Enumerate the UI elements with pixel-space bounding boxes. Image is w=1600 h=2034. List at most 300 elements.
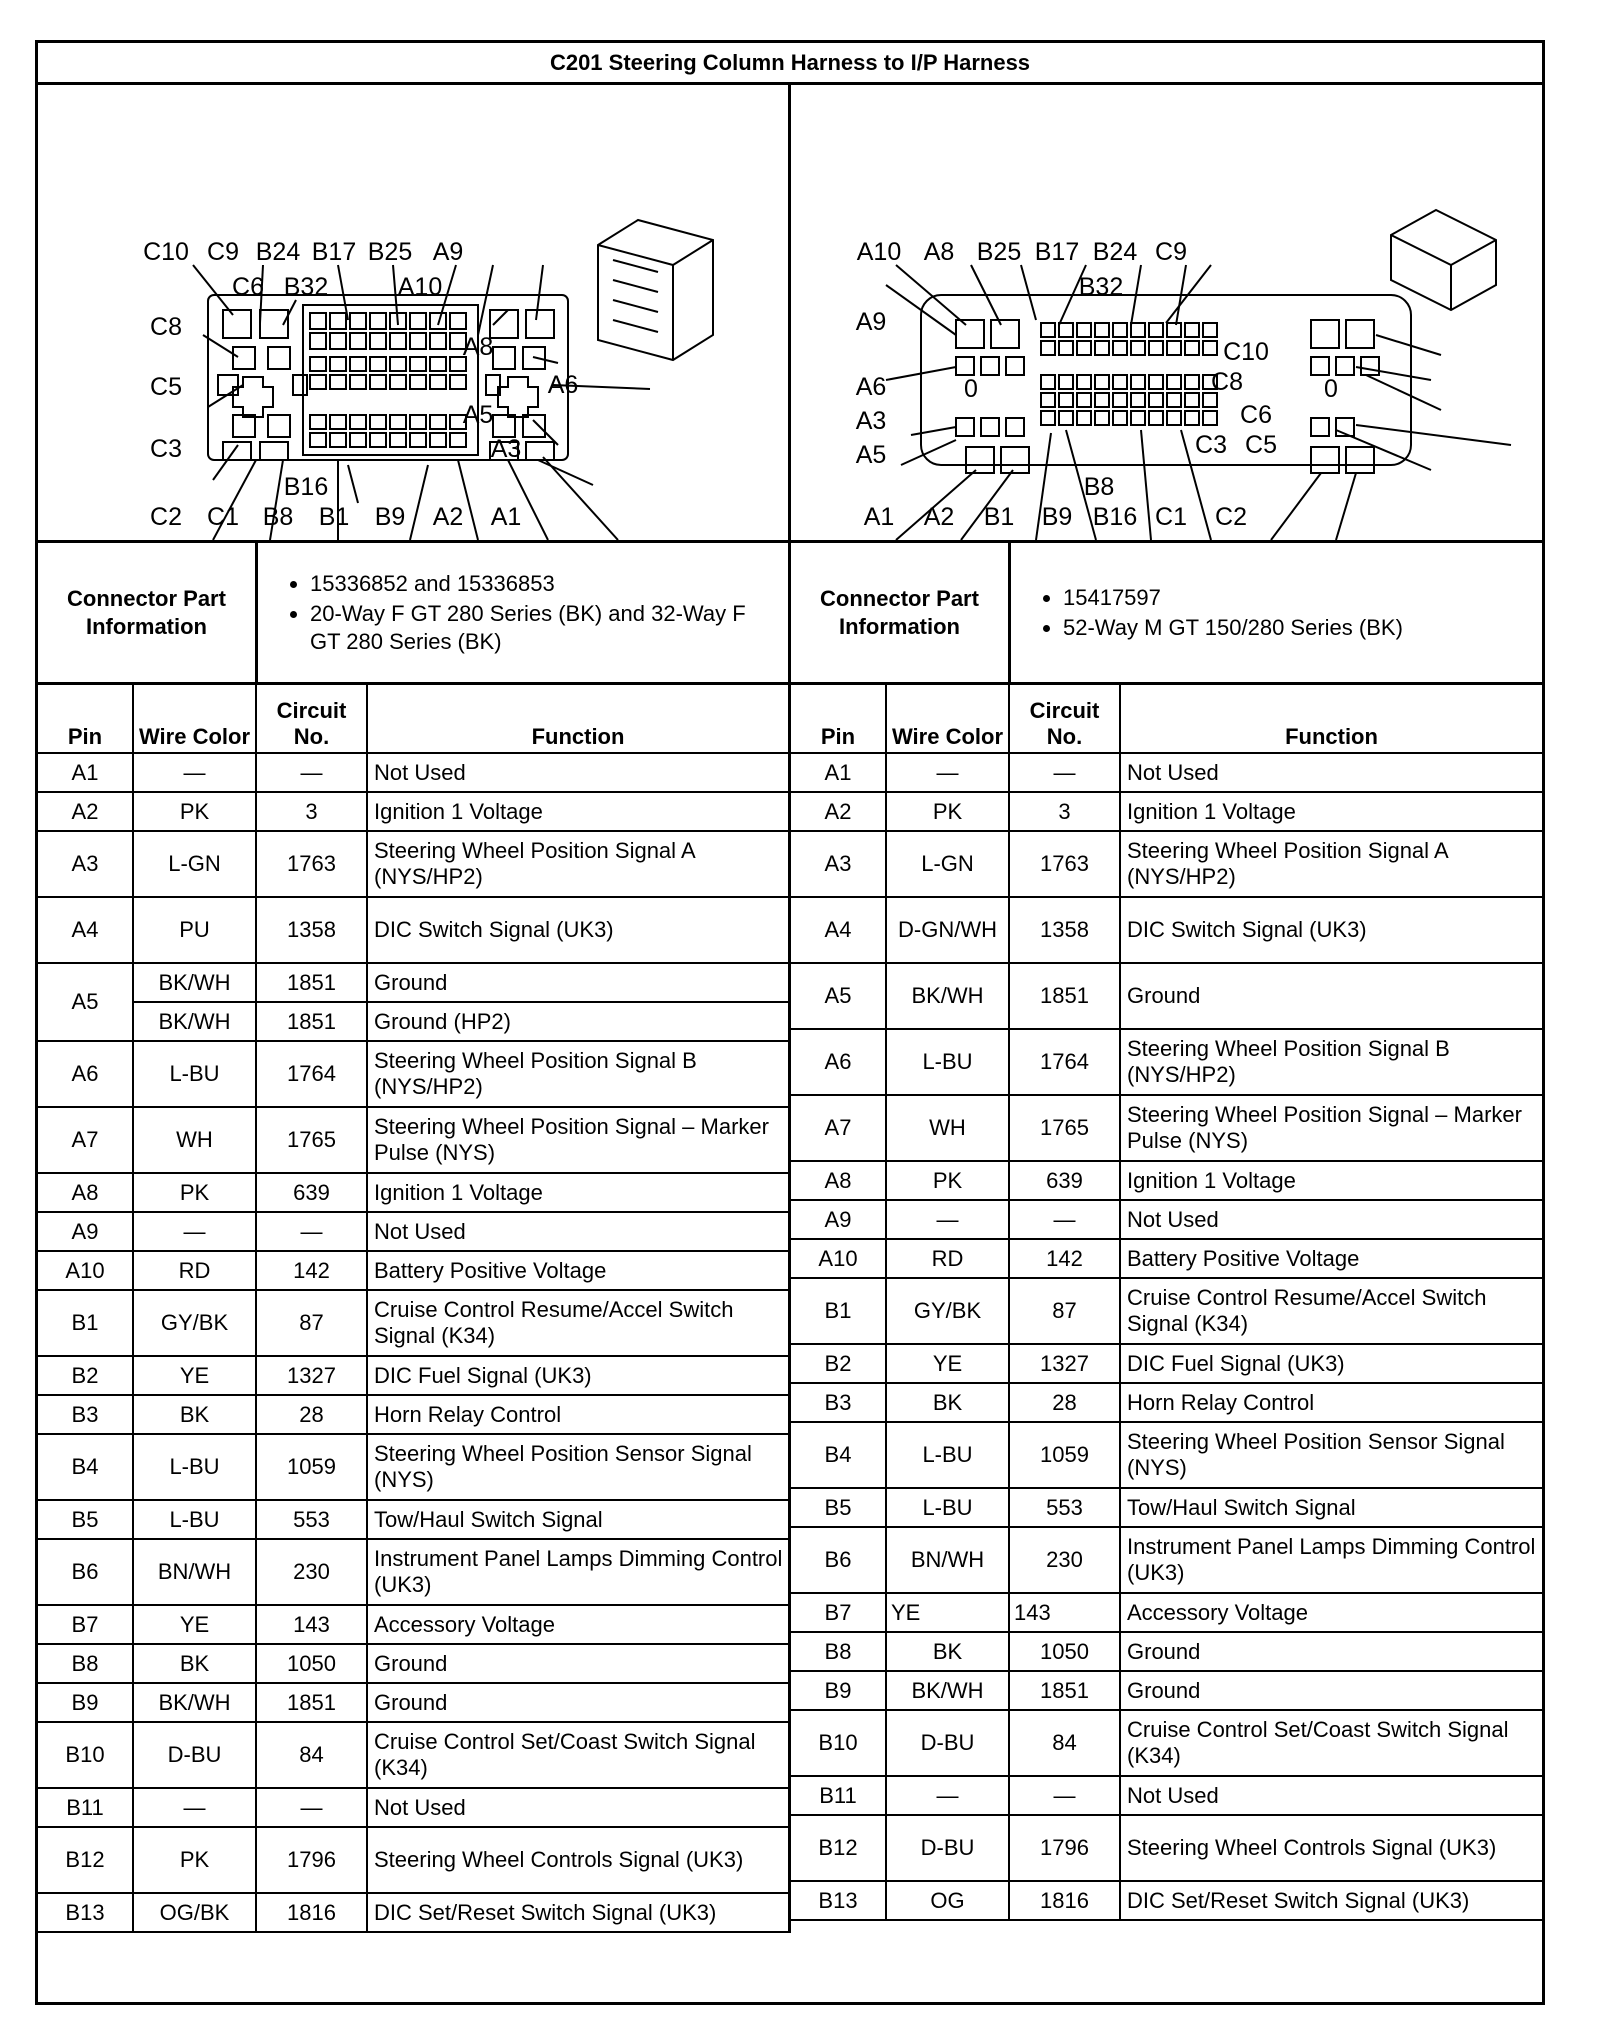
pin-cell: B3 bbox=[791, 1383, 886, 1422]
function-cell: DIC Set/Reset Switch Signal (UK3) bbox=[1120, 1881, 1542, 1920]
header-function: Function bbox=[367, 683, 790, 753]
pin-callout: B17 bbox=[311, 238, 357, 266]
function-cell: Not Used bbox=[1120, 753, 1542, 792]
wire-color-cell: — bbox=[133, 753, 256, 792]
cavity bbox=[350, 333, 366, 349]
cavity bbox=[1041, 323, 1055, 337]
table-row bbox=[791, 1710, 1542, 1776]
pin-cell: B13 bbox=[38, 1893, 133, 1932]
function-cell: Ground bbox=[367, 963, 790, 1002]
pin-callout: B17 bbox=[1034, 238, 1080, 266]
pin-callout: A6 bbox=[547, 371, 579, 399]
cavity bbox=[390, 333, 406, 349]
table-row bbox=[791, 1488, 1542, 1527]
table-row bbox=[791, 1815, 1542, 1881]
cavity bbox=[1059, 375, 1073, 389]
part-series: • 52-Way M GT 150/280 Series (BK) bbox=[1063, 614, 1532, 642]
pin-cell: B10 bbox=[38, 1722, 133, 1788]
cavity bbox=[390, 357, 406, 371]
circuit-cell: 142 bbox=[256, 1251, 367, 1290]
wire-color-cell: BK/WH bbox=[886, 963, 1009, 1029]
part-info-list bbox=[258, 568, 788, 658]
cavity bbox=[450, 375, 466, 389]
cavity bbox=[410, 313, 426, 329]
function-cell: Not Used bbox=[367, 1212, 790, 1251]
pin-cell: A10 bbox=[38, 1251, 133, 1290]
pin-callout: B8 bbox=[1083, 473, 1115, 501]
cavity bbox=[370, 333, 386, 349]
cavity bbox=[310, 333, 326, 349]
table-row bbox=[38, 1107, 790, 1173]
table-row bbox=[38, 1500, 790, 1539]
part-series: • 20-Way F GT 280 Series (BK) and 32-Way F GT 280 Series (BK) bbox=[310, 600, 778, 656]
pin-callout: A9 bbox=[855, 308, 887, 336]
table-row bbox=[38, 1212, 790, 1251]
wire-color-cell: GY/BK bbox=[133, 1290, 256, 1356]
function-cell: DIC Switch Signal (UK3) bbox=[1120, 897, 1542, 963]
cavity bbox=[1077, 393, 1091, 407]
table-row bbox=[791, 1593, 1542, 1632]
cavity bbox=[310, 415, 326, 429]
table-row bbox=[791, 1422, 1542, 1488]
wire-color-cell: WH bbox=[886, 1095, 1009, 1161]
cavity bbox=[1041, 393, 1055, 407]
cavity bbox=[1131, 375, 1145, 389]
function-cell: Steering Wheel Position Signal A (NYS/HP2) bbox=[367, 831, 790, 897]
wire-color-cell: OG/BK bbox=[133, 1893, 256, 1932]
wire-color-cell: L-BU bbox=[133, 1041, 256, 1107]
wire-color-cell: PK bbox=[886, 1161, 1009, 1200]
pin-callout: A6 bbox=[855, 373, 887, 401]
wire-color-cell: — bbox=[133, 1788, 256, 1827]
circuit-cell: 142 bbox=[1009, 1239, 1120, 1278]
table-row bbox=[38, 1041, 790, 1107]
pin-cell: B10 bbox=[791, 1710, 886, 1776]
cavity bbox=[450, 433, 466, 447]
cavity bbox=[350, 313, 366, 329]
circuit-cell: 1851 bbox=[1009, 963, 1120, 1029]
table-row bbox=[38, 1290, 790, 1356]
pin-cell: A8 bbox=[791, 1161, 886, 1200]
pin-cell: A9 bbox=[791, 1200, 886, 1239]
function-cell: Not Used bbox=[1120, 1200, 1542, 1239]
cavity bbox=[370, 433, 386, 447]
function-cell: Instrument Panel Lamps Dimming Control (UK3) bbox=[367, 1539, 790, 1605]
circuit-cell: — bbox=[256, 753, 367, 792]
wire-color-cell: BK bbox=[886, 1383, 1009, 1422]
pin-cell: A9 bbox=[38, 1212, 133, 1251]
table-row bbox=[791, 1881, 1542, 1920]
cavity bbox=[1095, 323, 1109, 337]
function-cell: Battery Positive Voltage bbox=[1120, 1239, 1542, 1278]
table-row bbox=[38, 897, 790, 963]
pin-callout: A10 bbox=[397, 273, 443, 301]
pin-cell: B5 bbox=[38, 1500, 133, 1539]
part-info-label: Connector Part Information bbox=[791, 543, 1011, 682]
right-connector-drawing bbox=[791, 85, 1541, 540]
wire-color-cell: BK/WH bbox=[133, 1002, 256, 1041]
table-row bbox=[38, 831, 790, 897]
cavity bbox=[1149, 323, 1163, 337]
wire-color-cell: PK bbox=[886, 792, 1009, 831]
pin-callout: C6 bbox=[232, 273, 264, 301]
pin-cell: B5 bbox=[791, 1488, 886, 1527]
circuit-cell: 1358 bbox=[256, 897, 367, 963]
pin-callout: A8 bbox=[923, 238, 955, 266]
function-cell: Steering Wheel Controls Signal (UK3) bbox=[1120, 1815, 1542, 1881]
circuit-cell: 87 bbox=[256, 1290, 367, 1356]
cavity bbox=[330, 375, 346, 389]
function-cell: Battery Positive Voltage bbox=[367, 1251, 790, 1290]
function-cell: Steering Wheel Position Signal B (NYS/HP2) bbox=[1120, 1029, 1542, 1095]
circuit-cell: 553 bbox=[1009, 1488, 1120, 1527]
function-cell: Ground (HP2) bbox=[367, 1002, 790, 1041]
wire-color-cell: L-BU bbox=[886, 1488, 1009, 1527]
table-row bbox=[791, 1527, 1542, 1593]
function-cell: Tow/Haul Switch Signal bbox=[1120, 1488, 1542, 1527]
table-row bbox=[791, 1095, 1542, 1161]
wire-color-cell: L-GN bbox=[886, 831, 1009, 897]
pin-callout: B16 bbox=[283, 473, 329, 501]
pin-cell: A5 bbox=[38, 963, 133, 1041]
wire-color-cell: BK/WH bbox=[133, 963, 256, 1002]
cavity bbox=[430, 433, 446, 447]
cavity bbox=[430, 333, 446, 349]
pin-callout: C2 bbox=[150, 503, 182, 531]
wire-color-cell: YE bbox=[133, 1605, 256, 1644]
cavity bbox=[1059, 323, 1073, 337]
pin-cell: A7 bbox=[791, 1095, 886, 1161]
cavity bbox=[1041, 341, 1055, 355]
wire-color-cell: BK/WH bbox=[886, 1671, 1009, 1710]
cavity bbox=[310, 433, 326, 447]
wire-color-cell: RD bbox=[886, 1239, 1009, 1278]
cavity bbox=[1131, 323, 1145, 337]
cavity bbox=[350, 415, 366, 429]
page-title: C201 Steering Column Harness to I/P Harness bbox=[38, 43, 1542, 85]
circuit-cell: 1816 bbox=[256, 1893, 367, 1932]
circuit-cell: 1796 bbox=[256, 1827, 367, 1893]
wire-color-cell: BK bbox=[133, 1395, 256, 1434]
circuit-cell: 553 bbox=[256, 1500, 367, 1539]
function-cell: Cruise Control Resume/Accel Switch Signal (K34) bbox=[1120, 1278, 1542, 1344]
pin-cell: A7 bbox=[38, 1107, 133, 1173]
cavity bbox=[370, 357, 386, 371]
cavity bbox=[310, 357, 326, 371]
pin-callout: C2 bbox=[1215, 503, 1247, 531]
cavity bbox=[1041, 411, 1055, 425]
cavity bbox=[430, 375, 446, 389]
pin-callout: C8 bbox=[1211, 368, 1243, 396]
header-pin: Pin bbox=[791, 683, 886, 753]
pin-callout: B9 bbox=[374, 503, 406, 531]
circuit-cell: 1763 bbox=[1009, 831, 1120, 897]
cavity bbox=[430, 357, 446, 371]
cavity bbox=[1077, 411, 1091, 425]
header-circuit: Circuit No. bbox=[1009, 683, 1120, 753]
cavity bbox=[370, 313, 386, 329]
pin-callout: B32 bbox=[1078, 273, 1124, 301]
pin-cell: A4 bbox=[38, 897, 133, 963]
left-connector-diagram bbox=[38, 85, 791, 540]
part-number: • 15417597 bbox=[1063, 584, 1532, 612]
cavity bbox=[1131, 411, 1145, 425]
pin-callout: C9 bbox=[207, 238, 239, 266]
pin-cell: B4 bbox=[38, 1434, 133, 1500]
pin-cell: B7 bbox=[38, 1605, 133, 1644]
cavity bbox=[330, 333, 346, 349]
pin-cell: B2 bbox=[791, 1344, 886, 1383]
function-cell: Ignition 1 Voltage bbox=[1120, 1161, 1542, 1200]
function-cell: DIC Switch Signal (UK3) bbox=[367, 897, 790, 963]
function-cell: Cruise Control Set/Coast Switch Signal (K34) bbox=[1120, 1710, 1542, 1776]
pinout-sheet bbox=[35, 40, 1545, 2005]
function-cell: Ground bbox=[1120, 963, 1542, 1029]
pin-cell: A10 bbox=[791, 1239, 886, 1278]
circuit-cell: 1796 bbox=[1009, 1815, 1120, 1881]
wire-color-cell: RD bbox=[133, 1251, 256, 1290]
table-row bbox=[38, 753, 790, 792]
table-row bbox=[38, 1893, 790, 1932]
wire-color-cell: D-GN/WH bbox=[886, 897, 1009, 963]
pin-callout: C9 bbox=[1155, 238, 1187, 266]
cavity bbox=[410, 357, 426, 371]
cavity bbox=[1167, 411, 1181, 425]
cavity bbox=[410, 415, 426, 429]
pin-cell: B2 bbox=[38, 1356, 133, 1395]
header-circuit: Circuit No. bbox=[256, 683, 367, 753]
wire-color-cell: D-BU bbox=[133, 1722, 256, 1788]
function-cell: Accessory Voltage bbox=[1120, 1593, 1542, 1632]
cavity bbox=[1149, 411, 1163, 425]
cavity bbox=[1203, 341, 1217, 355]
table-row bbox=[791, 1632, 1542, 1671]
pin-cell: B9 bbox=[38, 1683, 133, 1722]
cavity bbox=[1203, 411, 1217, 425]
circuit-cell: 1059 bbox=[256, 1434, 367, 1500]
circuit-cell: 1050 bbox=[1009, 1632, 1120, 1671]
function-cell: Ignition 1 Voltage bbox=[367, 792, 790, 831]
cavity bbox=[310, 313, 326, 329]
pin-cell: B6 bbox=[791, 1527, 886, 1593]
cavity bbox=[390, 415, 406, 429]
pin-cell: B3 bbox=[38, 1395, 133, 1434]
table-row bbox=[38, 1788, 790, 1827]
table-row bbox=[38, 963, 790, 1002]
cavity bbox=[310, 375, 326, 389]
zero-mark: 0 bbox=[1324, 375, 1338, 403]
cavity bbox=[1149, 341, 1163, 355]
wire-color-cell: BN/WH bbox=[133, 1539, 256, 1605]
left-connector-drawing bbox=[38, 85, 788, 540]
pin-callout: A10 bbox=[856, 238, 902, 266]
cavity bbox=[410, 375, 426, 389]
circuit-cell: 84 bbox=[256, 1722, 367, 1788]
right-part-info bbox=[791, 540, 1542, 685]
cavity bbox=[1041, 375, 1055, 389]
circuit-cell: 1851 bbox=[1009, 1671, 1120, 1710]
function-cell: Steering Wheel Position Signal – Marker Pulse (NYS) bbox=[1120, 1095, 1542, 1161]
circuit-cell: 3 bbox=[1009, 792, 1120, 831]
cavity bbox=[390, 375, 406, 389]
table-row bbox=[38, 1644, 790, 1683]
table-row bbox=[791, 1776, 1542, 1815]
circuit-cell: — bbox=[1009, 1200, 1120, 1239]
pin-cell: B8 bbox=[38, 1644, 133, 1683]
pin-callout: B1 bbox=[983, 503, 1015, 531]
wire-color-cell: L-BU bbox=[133, 1434, 256, 1500]
function-cell: Not Used bbox=[1120, 1776, 1542, 1815]
pin-callout: B32 bbox=[283, 273, 329, 301]
table-row bbox=[791, 1278, 1542, 1344]
circuit-cell: 1327 bbox=[1009, 1344, 1120, 1383]
pin-callout: A8 bbox=[462, 333, 494, 361]
function-cell: Steering Wheel Position Sensor Signal (NYS) bbox=[367, 1434, 790, 1500]
circuit-cell: 28 bbox=[1009, 1383, 1120, 1422]
wire-color-cell: L-BU bbox=[886, 1422, 1009, 1488]
circuit-cell: 143 bbox=[256, 1605, 367, 1644]
pin-callout: B9 bbox=[1041, 503, 1073, 531]
pin-callout: B25 bbox=[367, 238, 413, 266]
function-cell: Tow/Haul Switch Signal bbox=[367, 1500, 790, 1539]
table-row bbox=[38, 1395, 790, 1434]
wire-color-cell: BN/WH bbox=[886, 1527, 1009, 1593]
cavity bbox=[1077, 375, 1091, 389]
cavity bbox=[1131, 341, 1145, 355]
circuit-cell: — bbox=[1009, 1776, 1120, 1815]
pin-callout: B1 bbox=[318, 503, 350, 531]
pin-cell: A1 bbox=[38, 753, 133, 792]
cavity bbox=[330, 313, 346, 329]
pin-cell: B1 bbox=[791, 1278, 886, 1344]
function-cell: DIC Fuel Signal (UK3) bbox=[367, 1356, 790, 1395]
function-cell: Horn Relay Control bbox=[367, 1395, 790, 1434]
table-row bbox=[791, 1161, 1542, 1200]
circuit-cell: 230 bbox=[256, 1539, 367, 1605]
cavity bbox=[1113, 323, 1127, 337]
cavity bbox=[370, 375, 386, 389]
table-row bbox=[38, 1827, 790, 1893]
right-connector-diagram bbox=[791, 85, 1542, 540]
pin-callout: B24 bbox=[1092, 238, 1138, 266]
cavity bbox=[330, 433, 346, 447]
circuit-cell: 3 bbox=[256, 792, 367, 831]
circuit-cell: 1764 bbox=[1009, 1029, 1120, 1095]
table-row bbox=[791, 1029, 1542, 1095]
circuit-cell: 230 bbox=[1009, 1527, 1120, 1593]
function-cell: Ground bbox=[367, 1644, 790, 1683]
pin-cell: A3 bbox=[791, 831, 886, 897]
zero-mark: 0 bbox=[964, 375, 978, 403]
pin-callout: B8 bbox=[262, 503, 294, 531]
circuit-cell: — bbox=[1009, 753, 1120, 792]
cavity bbox=[410, 433, 426, 447]
cavity bbox=[1059, 341, 1073, 355]
cavity bbox=[1149, 375, 1163, 389]
pin-callout: C10 bbox=[143, 238, 189, 266]
pin-cell: A3 bbox=[38, 831, 133, 897]
circuit-cell: 1851 bbox=[256, 1683, 367, 1722]
circuit-cell: 1851 bbox=[256, 1002, 367, 1041]
circuit-cell: 87 bbox=[1009, 1278, 1120, 1344]
cavity bbox=[430, 313, 446, 329]
pin-callout: C5 bbox=[1245, 431, 1277, 459]
pin-callout: B25 bbox=[976, 238, 1022, 266]
cavity bbox=[1149, 393, 1163, 407]
cavity bbox=[350, 357, 366, 371]
right-pin-table bbox=[791, 682, 1542, 1921]
pin-callout: A5 bbox=[855, 441, 887, 469]
table-row bbox=[38, 1539, 790, 1605]
cavity bbox=[1185, 341, 1199, 355]
part-info-list bbox=[1011, 582, 1542, 644]
header-wire-color: Wire Color bbox=[133, 683, 256, 753]
pin-cell: B11 bbox=[38, 1788, 133, 1827]
wire-color-cell: — bbox=[886, 1200, 1009, 1239]
function-cell: Horn Relay Control bbox=[1120, 1383, 1542, 1422]
pin-cell: A6 bbox=[38, 1041, 133, 1107]
pin-cell: B4 bbox=[791, 1422, 886, 1488]
pin-callout: A3 bbox=[490, 435, 522, 463]
function-cell: DIC Set/Reset Switch Signal (UK3) bbox=[367, 1893, 790, 1932]
table-row bbox=[791, 1239, 1542, 1278]
function-cell: Cruise Control Set/Coast Switch Signal (K34) bbox=[367, 1722, 790, 1788]
cavity bbox=[1185, 411, 1199, 425]
circuit-cell: 1816 bbox=[1009, 1881, 1120, 1920]
circuit-cell: — bbox=[256, 1788, 367, 1827]
cavity bbox=[350, 375, 366, 389]
pin-cell: A1 bbox=[791, 753, 886, 792]
header-wire-color: Wire Color bbox=[886, 683, 1009, 753]
wire-color-cell: — bbox=[133, 1212, 256, 1251]
table-row bbox=[791, 1200, 1542, 1239]
function-cell: Ignition 1 Voltage bbox=[1120, 792, 1542, 831]
pin-cell: B9 bbox=[791, 1671, 886, 1710]
cavity bbox=[1113, 411, 1127, 425]
pin-cell: A2 bbox=[791, 792, 886, 831]
cavity bbox=[1077, 323, 1091, 337]
pin-cell: A8 bbox=[38, 1173, 133, 1212]
table-row bbox=[38, 1683, 790, 1722]
circuit-cell: 1327 bbox=[256, 1356, 367, 1395]
cavity bbox=[1167, 341, 1181, 355]
cavity bbox=[330, 415, 346, 429]
pin-callout: C8 bbox=[150, 313, 182, 341]
cavity bbox=[1095, 411, 1109, 425]
circuit-cell: 1358 bbox=[1009, 897, 1120, 963]
wire-color-cell: BK bbox=[133, 1644, 256, 1683]
pin-callout: B24 bbox=[255, 238, 301, 266]
left-part-info bbox=[38, 540, 791, 685]
function-cell: Not Used bbox=[367, 1788, 790, 1827]
pin-cell: B6 bbox=[38, 1539, 133, 1605]
cavity bbox=[1095, 375, 1109, 389]
pin-cell: A5 bbox=[791, 963, 886, 1029]
wire-color-cell: PU bbox=[133, 897, 256, 963]
cavity bbox=[1059, 411, 1073, 425]
pin-cell: B12 bbox=[38, 1827, 133, 1893]
pin-callout: C1 bbox=[207, 503, 239, 531]
table-row bbox=[791, 1383, 1542, 1422]
table-row bbox=[791, 1344, 1542, 1383]
table-row bbox=[38, 1173, 790, 1212]
cavity bbox=[1113, 375, 1127, 389]
function-cell: Steering Wheel Position Sensor Signal (NYS) bbox=[1120, 1422, 1542, 1488]
part-info-label: Connector Part Information bbox=[38, 543, 258, 682]
wire-color-cell: L-BU bbox=[133, 1500, 256, 1539]
circuit-cell: 1050 bbox=[256, 1644, 367, 1683]
circuit-cell: 1763 bbox=[256, 831, 367, 897]
